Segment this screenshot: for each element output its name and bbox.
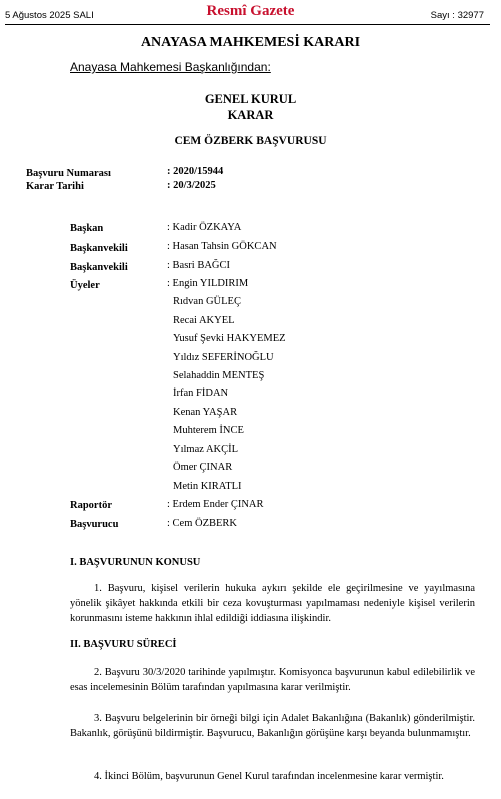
member-name: Metin KIRATLI	[173, 481, 242, 492]
member-name: Yılmaz AKÇİL	[173, 444, 239, 455]
member-name: İrfan FİDAN	[173, 388, 229, 399]
member-name: Kenan YAŞAR	[173, 407, 238, 418]
section-heading: II. BAŞVURU SÜRECİ	[70, 639, 177, 650]
section-heading: I. BAŞVURUNUN KONUSU	[70, 557, 201, 568]
member-name: Rıdvan GÜLEÇ	[173, 296, 241, 307]
header-rule	[5, 24, 490, 25]
case-title: CEM ÖZBERK BAŞVURUSU	[174, 135, 327, 147]
paragraph: 1. Başvuru, kişisel verilerin hukuka aykırı şekilde ele geçirilmesine ve yayılmasına yönelik şikâyet hakkında etkili bir ceza kovuşturması yapılmaması nedeniyle kişisel verilerin korunmasını isteme hakkının ihlal edildiği iddiasına ilişkindir.	[70, 583, 475, 624]
rapporteur-label: Raportör	[70, 500, 112, 511]
president-name: : Kadir ÖZKAYA	[167, 222, 242, 233]
assembly-heading: GENEL KURUL	[204, 92, 297, 106]
vice-president-label: Başkanvekili	[70, 262, 128, 273]
decision-heading: KARAR	[227, 108, 274, 122]
member-name: Selahaddin MENTEŞ	[173, 370, 265, 381]
decision-date-label: Karar Tarihi	[26, 181, 84, 192]
issuing-authority: Anayasa Mahkemesi Başkanlığından:	[70, 60, 271, 74]
member-name: Yusuf Şevki HAKYEMEZ	[173, 333, 286, 344]
applicant-label: Başvurucu	[70, 519, 119, 530]
application-number-value: : 2020/15944	[167, 166, 224, 177]
rapporteur-name: : Erdem Ender ÇINAR	[167, 499, 264, 510]
application-number-label: Başvuru Numarası	[26, 168, 111, 179]
court-decision-title: ANAYASA MAHKEMESİ KARARI	[140, 35, 361, 50]
member-name: Ömer ÇINAR	[173, 462, 233, 473]
paragraph: 3. Başvuru belgelerinin bir örneği bilgi için Adalet Bakanlığına (Bakanlık) gönderilmiştir. Bakanlık, görüşünü bildirmiştir. Başvurucu, Bakanlığın görüşüne karşı beyanda bulunmamıştır.	[70, 713, 475, 739]
vice-president-name: : Basri BAĞCI	[167, 260, 230, 271]
issue-number: Sayı : 32977	[430, 10, 484, 21]
newspaper-title: Resmî Gazete	[206, 3, 295, 19]
member-name: Recai AKYEL	[173, 315, 235, 326]
paragraph: 2. Başvuru 30/3/2020 tarihinde yapılmıştır. Komisyonca başvurunun kabul edilebilirlik ve esas incelemesinin Bölüm tarafından yapılmasına karar verilmiştir.	[70, 667, 475, 693]
member-name: Muhterem İNCE	[173, 425, 244, 436]
member-name: Yıldız SEFERİNOĞLU	[173, 352, 274, 363]
issue-date: 5 Ağustos 2025 SALI	[5, 10, 94, 21]
decision-date-value: : 20/3/2025	[167, 180, 216, 191]
members-label: Üyeler	[70, 280, 100, 291]
applicant-name: : Cem ÖZBERK	[167, 518, 237, 529]
president-label: Başkan	[70, 223, 104, 234]
member-name: : Engin YILDIRIM	[167, 278, 249, 289]
vice-president-label: Başkanvekili	[70, 243, 128, 254]
vice-president-name: : Hasan Tahsin GÖKCAN	[167, 241, 277, 252]
paragraph: 4. İkinci Bölüm, başvurunun Genel Kurul tarafından incelenmesine karar vermiştir.	[94, 771, 444, 782]
